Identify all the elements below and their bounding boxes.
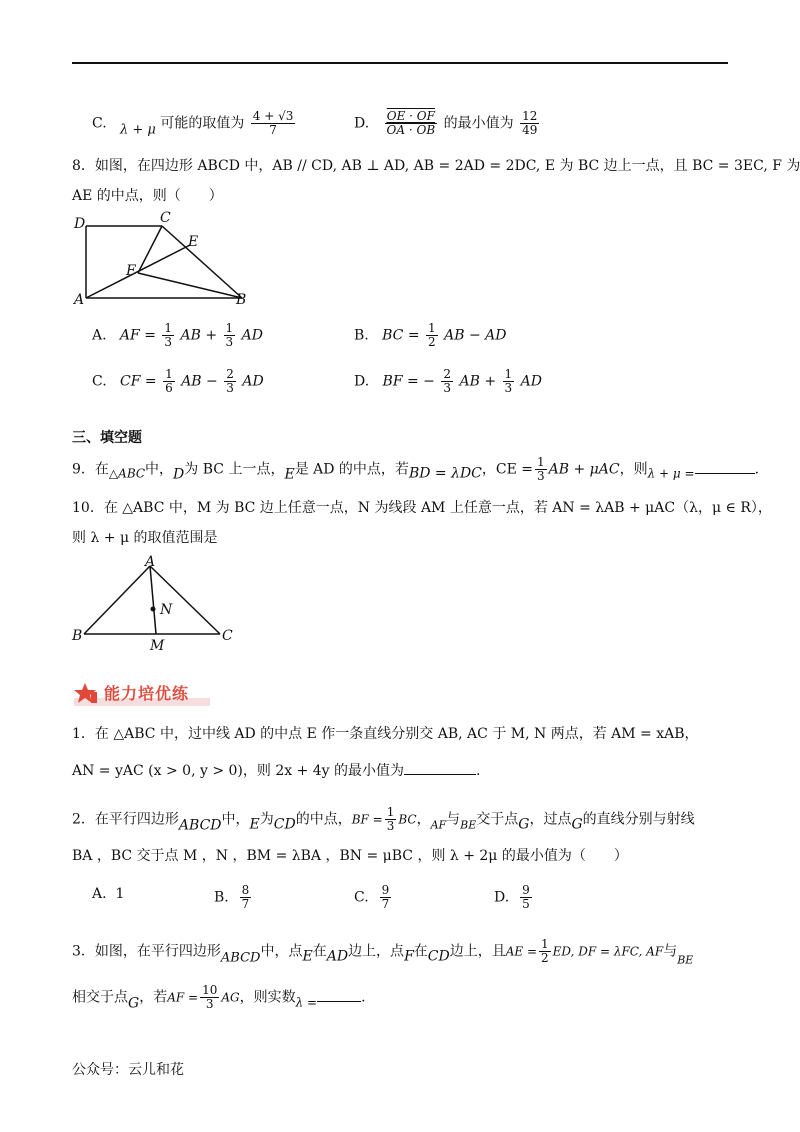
section-heading-fill-in: 三、填空题 (72, 430, 142, 446)
q8-label-f: F (126, 263, 136, 279)
p3-stem-line2: 相交于点G，若AF = $\frac{10}{3}$ AG，则实数λ = . (72, 983, 366, 1012)
p2-option-b: B. $\frac{8}{7}$ (214, 883, 250, 911)
banner-title: 能力培优练 (104, 684, 190, 703)
q10-stem-line2: 则 λ + μ 的取值范围是 (72, 530, 218, 546)
q8-label-a: A (74, 292, 85, 308)
p2-stem-line2: BA ，BC 交于点 M ，N ，BM = λBA ，BN = μBC ，则 λ + 2μ 的最小值为（ ） (72, 848, 628, 864)
p2-option-c: C. $\frac{9}{7}$ (354, 883, 390, 911)
q7-option-d: D. $\frac{OE \cdot OF}{OA \cdot OB}$ 的最小值为 $\frac{12}{49}$ (354, 109, 538, 137)
section-banner (74, 680, 214, 706)
q8-option-b: B. BC = $\frac{1}{2}$ AB − AD (354, 321, 507, 349)
q10-label-n: N (160, 602, 173, 618)
p2-option-a: A. 1 (92, 886, 125, 902)
q10-label-c: C (222, 628, 233, 644)
q7-option-c: C. λ + μ 可能的取值为 $\frac{4 + √3}{7}$ (92, 109, 294, 138)
p2-stem-line1: 2．在平行四边形ABCD中，E为CD的中点，BF = $\frac{1}{3}$ BC，$_{AF}$与$_{BE}$交于点G，过点G的直线分别与射线 (72, 805, 695, 834)
q10-point-n (151, 607, 156, 612)
q8-option-a: A. AF = $\frac{1}{3}$ AB + $\frac{1}{3}$ AD (92, 321, 263, 349)
q9-stem: 9．在△ABC中，D为 BC 上一点，E是 AD 的中点，若BD = λDC，CE = $\frac{1}{3}$ AB + μAC，则λ + μ = . (72, 455, 760, 483)
star-icon (74, 682, 98, 704)
q8-stem-line1: 8．如图，在四边形 ABCD 中，AB // CD, AB ⊥ AD, AB = 2AD = 2DC, E 为 BC 边上一点，且 BC = 3EC, F 为 (72, 158, 800, 174)
p1-stem-line1: 1．在 △ABC 中，过中线 AD 的中点 E 作一条直线分别交 AB, AC 于 M, N 两点，若 AM = xAB， (72, 726, 699, 742)
q10-label-m: M (150, 638, 165, 654)
q8-label-e: E (188, 234, 199, 250)
q8-label-b: B (236, 292, 247, 308)
q8-label-d: D (74, 216, 86, 232)
p1-stem-line2: AN = yAC (x > 0, y > 0)，则 2x + 4y 的最小值为 . (72, 760, 480, 781)
q10-stem-line1: 10．在 △ABC 中，M 为 BC 边上任意一点，N 为线段 AM 上任意一点，若 AN = λAB + μAC（λ，μ ∈ R）， (72, 500, 772, 516)
q8-figure (70, 208, 260, 308)
q8-stem-line2: AE 的中点，则（ ） (72, 188, 223, 204)
p3-stem-line1: 3．如图，在平行四边形ABCD中，点E在AD边上，点F在CD边上，且AE = $\frac{1}{2}$ ED, DF = λFC, AF与$_{BE}$ (72, 937, 694, 967)
q8-label-c: C (160, 210, 171, 226)
p3-answer-blank[interactable] (317, 987, 361, 1002)
q10-figure (70, 552, 240, 656)
q10-label-b: B (72, 628, 83, 644)
q10-label-a: A (145, 554, 156, 570)
q9-answer-blank[interactable] (695, 459, 755, 474)
header-rule (72, 62, 728, 64)
footer-account: 公众号：云儿和花 (72, 1062, 184, 1078)
p2-option-d: D. $\frac{9}{5}$ (494, 883, 530, 911)
p1-answer-blank[interactable] (404, 760, 476, 775)
q8-option-d: D. BF = − $\frac{2}{3}$ AB + $\frac{1}{3}$ AD (354, 367, 542, 395)
q8-option-c: C. CF = $\frac{1}{6}$ AB − $\frac{2}{3}$ AD (92, 367, 264, 395)
